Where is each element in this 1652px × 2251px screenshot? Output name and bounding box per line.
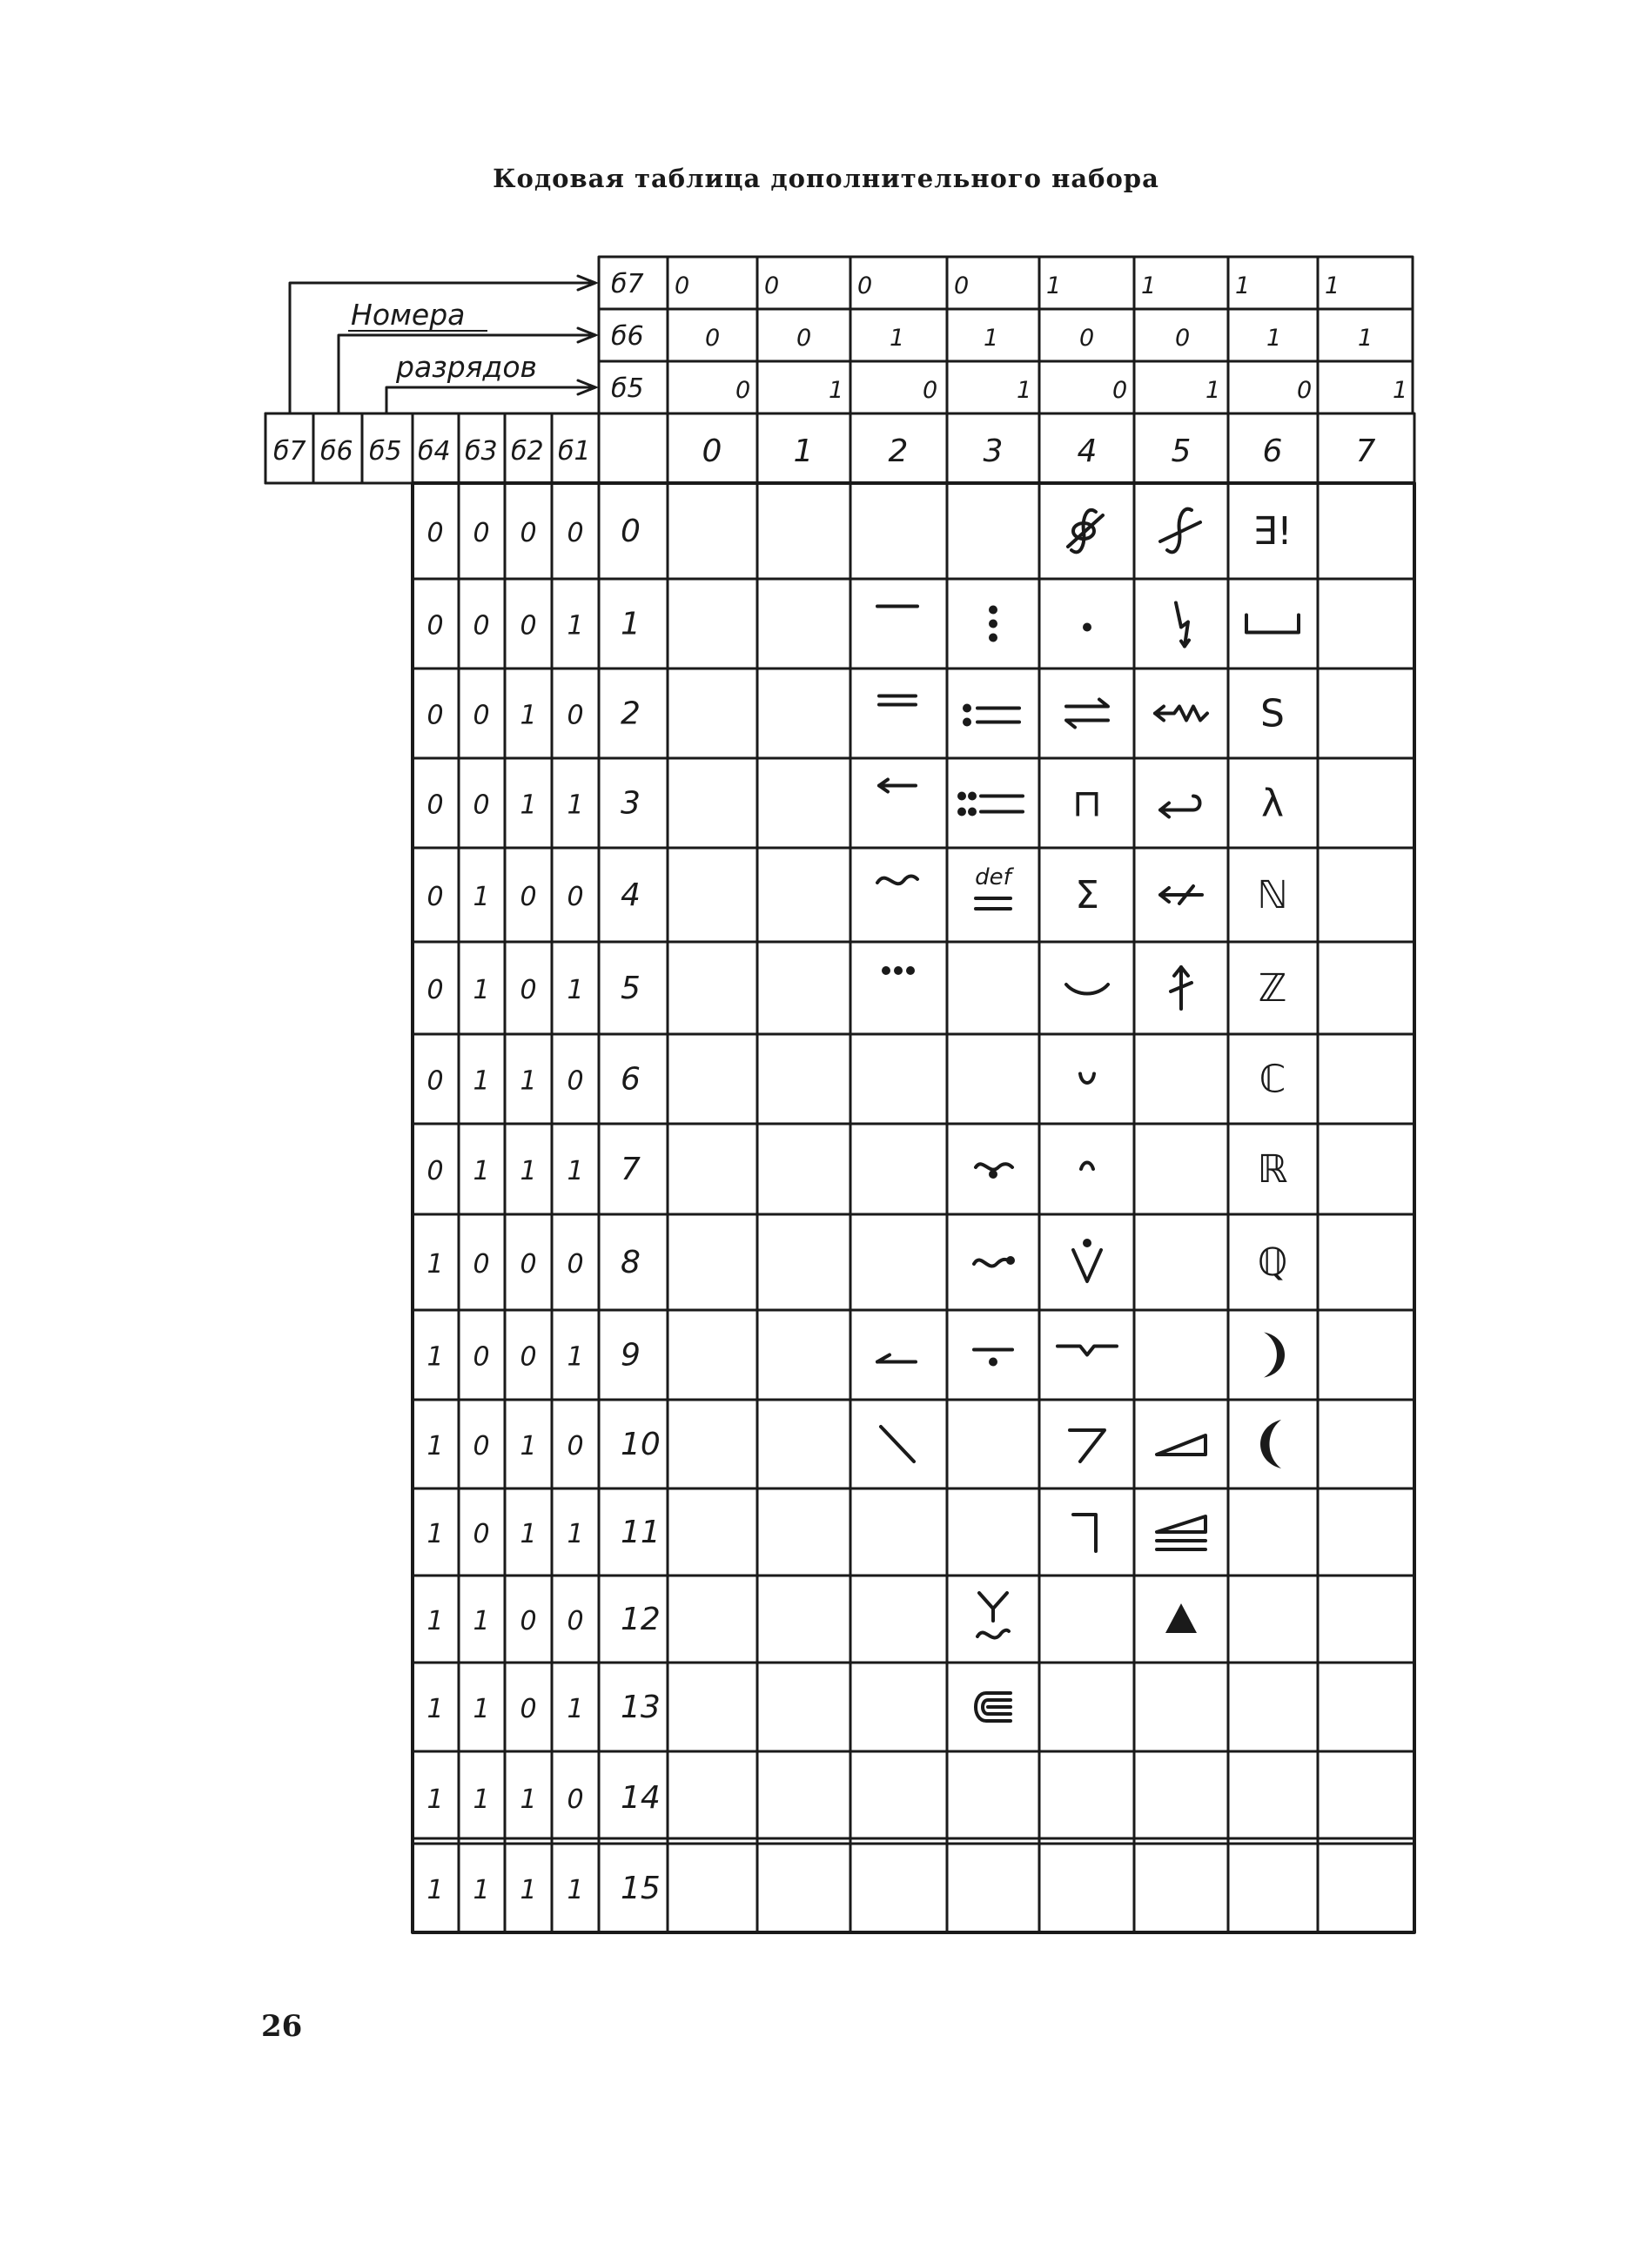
row-bit-value: 0 [520,882,537,912]
crossed-contour-integral-symbol [1068,510,1103,552]
row-bit-value: 0 [567,1606,584,1636]
row-bit-value: 1 [473,1065,490,1097]
row-bit-value: 0 [426,790,444,821]
text-symbol [1257,873,1287,917]
bit-numbers-label-2: разрядов [396,350,537,384]
b6-value: 0 [1079,325,1095,352]
row-bit-b4: б4 [418,436,451,467]
succ-tilde-symbol [977,1593,1009,1637]
row-bit-b5: б5 [369,436,402,467]
row-bit-value: 0 [473,518,490,548]
row-bit-value: 1 [473,1606,490,1636]
row-bit-value: 1 [520,1875,537,1905]
wedge-double-underline-symbol [1157,1516,1205,1549]
tilde-dot-right-symbol [974,1256,1015,1267]
row-bit-value: 1 [426,1606,444,1636]
vertical-triple-dot-symbol [989,606,997,642]
row-number: 6 [621,1061,641,1098]
column-number: 0 [702,433,722,469]
row-bit-b6: б6 [320,436,353,467]
b7-value: 0 [675,272,690,299]
row-bit-value: 1 [567,1694,584,1724]
b5-value: 1 [829,377,844,404]
row-bit-value: 0 [567,882,584,912]
svg-text:⊓: ⊓ [1071,781,1103,826]
row-bit-value: 1 [567,975,584,1005]
row-bit-value: 1 [567,610,584,642]
crossed-left-arrow-symbol [1160,886,1202,904]
text-symbol [1258,1147,1288,1192]
b5-value: 1 [1393,377,1408,404]
svg-text:Σ: Σ [1075,873,1099,917]
hdr-b7: б7 [611,269,644,299]
right-wedge-symbol [1157,1435,1205,1455]
row-number: 7 [621,1152,641,1187]
row-bit-value: 1 [567,1156,584,1186]
centered-dot-symbol [1083,623,1091,632]
colon-equals-symbol [963,704,1019,727]
row-bit-value: 1 [520,1065,537,1097]
column-number: 3 [983,433,1004,469]
b6-value: 1 [890,325,905,352]
bit-numbers-label: Номера [351,298,466,332]
column-number: 1 [793,433,814,469]
svg-text:λ: λ [1260,781,1285,826]
backslash-diagonal-symbol [881,1427,914,1461]
row-bit-value: 1 [473,975,490,1005]
svg-text:∃!: ∃! [1252,509,1293,554]
left-crescent-symbol [1260,1420,1281,1468]
hdr-b5: б5 [611,373,644,404]
row-bit-value: 1 [426,1875,444,1905]
b6-value: 0 [1175,325,1191,352]
row-bit-value: 0 [567,1065,584,1097]
row-number: 1 [621,606,641,642]
row-number: 14 [621,1780,661,1816]
row-bit-value: 0 [567,700,584,731]
bit-header-frame [599,257,1413,413]
row-number: 12 [621,1602,661,1637]
row-number: 15 [621,1871,661,1906]
row-bit-value: 0 [426,700,444,731]
row-bit-value: 1 [426,1341,444,1373]
b7-value: 0 [954,272,970,299]
row-bit-value: 1 [567,1341,584,1373]
open-box-symbol [1246,615,1299,633]
b5-value: 0 [1112,377,1128,404]
row-bit-value: 0 [520,1249,537,1280]
row-bit-b1: б1 [558,436,591,467]
row-number: 0 [621,514,641,549]
row-bit-value: 0 [426,518,444,548]
row-bit-value: 0 [567,1431,584,1461]
b7-value: 1 [1046,272,1062,299]
dotted-v-symbol [1073,1239,1101,1281]
row-bit-value: 1 [567,790,584,821]
row-bit-value: 1 [426,1249,444,1280]
small-cap-symbol [1081,1163,1093,1170]
small-breve-symbol [1080,1074,1094,1084]
row-bit-value: 0 [473,1431,490,1461]
row-bit-value: 0 [426,610,444,642]
lightning-symbol [1176,603,1189,647]
right-left-harpoons-symbol [1066,700,1108,728]
row-bit-value: 0 [426,975,444,1005]
b6-value: 1 [984,325,999,352]
row-bit-value: 1 [426,1694,444,1724]
double-overline-symbol [879,696,916,705]
raised-ellipsis-symbol [882,966,915,975]
row-bit-b7: б7 [273,436,306,467]
row-bit-value: 1 [473,1694,490,1724]
text-symbol [1260,692,1285,736]
row-bit-value: 0 [426,1065,444,1097]
row-number: 2 [621,695,641,732]
def-equals-symbol [975,864,1015,909]
row-bit-value: 0 [520,1606,537,1636]
row-bit-value: 1 [520,1431,537,1461]
column-number: 7 [1355,433,1376,469]
row-number: 5 [621,971,641,1006]
row-bit-value: 1 [520,1784,537,1815]
row-bit-value: 0 [473,1519,490,1549]
text-symbol [1261,782,1284,826]
text-symbol [1259,966,1287,1011]
svg-text:def: def [975,864,1011,890]
row-bit-value: 0 [520,1694,537,1724]
harpoon-left-symbol [877,1355,916,1362]
row-bit-value: 0 [473,610,490,642]
left-hook-arrow-symbol [1160,796,1200,817]
row-number: 13 [621,1690,661,1725]
row-bit-value: 1 [520,700,537,731]
b6-value: 0 [796,325,812,352]
svg-text:ℤ: ℤ [1258,966,1287,1011]
page-number: 26 [261,2009,303,2044]
row-bit-value: 1 [473,1875,490,1905]
row-bit-value: 0 [473,790,490,821]
text-symbol [1075,873,1099,917]
row-bit-value: 0 [567,518,584,548]
b7-value: 0 [764,272,780,299]
text-symbol [1072,782,1102,826]
row-bit-value: 0 [520,1341,537,1373]
double-colon-equals-symbol [957,792,1023,816]
b7-value: 1 [1235,272,1251,299]
row-number: 4 [621,877,641,913]
row-bit-value: 0 [567,1249,584,1280]
text-symbol [1258,1240,1288,1285]
row-bit-value: 1 [426,1784,444,1815]
row-number: 3 [621,785,641,822]
row-bit-value: 0 [567,1784,584,1815]
left-squiggle-arrow-symbol [1155,707,1207,721]
row-bit-value: 0 [473,700,490,731]
b7-value: 1 [1325,272,1340,299]
bar-dot-below-symbol [974,1350,1012,1367]
row-bit-value: 0 [520,610,537,642]
row-bit-value: 0 [426,1156,444,1186]
raised-tilde-symbol [877,877,917,884]
row-bit-value: 1 [520,1519,537,1549]
b5-value: 0 [1297,377,1313,404]
row-bit-value: 0 [473,1341,490,1373]
b7-value: 1 [1141,272,1157,299]
row-bit-value: 1 [567,1875,584,1905]
b5-value: 0 [735,377,751,404]
solid-triangle-symbol [1165,1603,1197,1633]
b5-value: 0 [923,377,938,404]
row-number: 10 [621,1427,661,1462]
b6-value: 1 [1358,325,1373,352]
b5-value: 1 [1205,377,1221,404]
page-title: Кодовая таблица дополнительного набора [493,164,1159,193]
text-symbol [1252,509,1292,554]
b5-value: 1 [1017,377,1032,404]
b5-arrow [386,387,592,413]
crossed-integral-symbol [1160,509,1200,553]
double-subset-left-symbol [976,1693,1011,1721]
row-bit-value: 1 [567,1519,584,1549]
row-bit-b3: б3 [465,436,498,467]
row-bit-value: 0 [473,1249,490,1280]
b6-value: 1 [1266,325,1282,352]
row-bit-value: 0 [520,975,537,1005]
row-bit-b2: б2 [511,436,544,467]
hdr-b6: б6 [611,321,644,352]
short-left-arrow-symbol [879,780,916,792]
row-bit-value: 1 [473,1156,490,1186]
column-number: 2 [888,433,909,469]
crossed-up-arrow-symbol [1171,967,1192,1009]
svg-text:ℕ: ℕ [1257,873,1288,917]
svg-text:ℂ: ℂ [1259,1057,1286,1102]
row-bit-value: 1 [473,882,490,912]
row-bit-value: 0 [426,882,444,912]
row-bit-value: 1 [426,1431,444,1461]
row-bit-value: 0 [520,518,537,548]
row-number: 11 [621,1515,661,1550]
row-bit-value: 1 [520,790,537,821]
tilde-dot-below-symbol [976,1164,1012,1179]
column-number: 5 [1171,433,1192,469]
notched-line-symbol [1058,1347,1117,1355]
right-corner-symbol [1073,1515,1096,1551]
bottom-arc-symbol [1066,984,1108,994]
b7-value: 0 [857,272,873,299]
row-bit-value: 1 [426,1519,444,1549]
svg-text:S: S [1260,691,1285,736]
row-number: 8 [621,1245,641,1280]
b6-value: 0 [705,325,721,352]
column-number: 6 [1262,433,1283,469]
text-symbol [1259,1058,1286,1102]
seven-angle-symbol [1070,1430,1105,1461]
column-number: 4 [1077,433,1098,469]
row-bit-value: 1 [473,1784,490,1815]
svg-text:ℝ: ℝ [1257,1147,1288,1192]
right-crescent-symbol [1264,1333,1285,1378]
row-bit-value: 1 [520,1156,537,1186]
svg-text:ℚ: ℚ [1257,1240,1288,1285]
row-number: 9 [621,1337,641,1374]
